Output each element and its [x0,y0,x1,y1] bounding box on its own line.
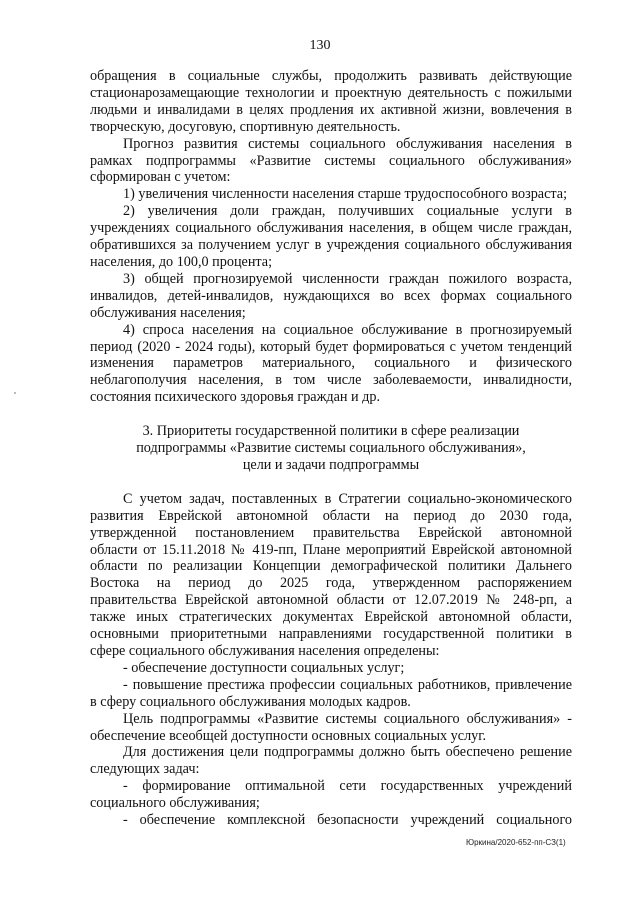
section-spacer [90,406,572,423]
text-line: сформирован с учетом: [90,169,231,186]
text-line: населения, до 100,0 процента; [90,253,273,270]
text-line: социального обслуживания; [90,795,260,812]
section-heading-line: подпрограммы «Развитие системы социального обслуживания», [136,440,526,457]
text-line: в сферу социального обслуживания молодых кадров. [90,693,411,710]
text-line: также иных стратегических документах Еврейской автономной области, [90,609,572,626]
page-number: 130 [309,38,331,53]
text-line: - формирование оптимальной сети государственных учреждений [123,778,572,795]
text-line: учреждениях социального обслуживания населения, в общем числе граждан, [90,220,572,237]
text-line: людьми и инвалидами в целях продления их активной жизни, вовлечения в [90,101,572,118]
text-line: Прогноз развития системы социального обслуживания населения в [123,135,572,152]
text-line: обслуживания населения; [90,304,246,321]
text-line: развития Еврейской автономной области на период до 2030 года, [90,507,572,524]
section-heading-line: цели и задачи подпрограммы [242,456,420,473]
document-body [90,68,572,829]
text-line: - обеспечение доступности социальных услуг; [123,659,405,676]
text-line: 4) спроса населения на социальное обслуживание в прогнозируемый [123,321,572,338]
text-line: области по реализации Концепции демографической политики Дальнего [90,558,572,575]
text-line: Для достижения цели подпрограммы должно быть обеспечено решение [123,744,572,761]
text-line: неблагополучия населения, в том числе заболеваемости, инвалидности, [90,372,572,389]
section-heading-line: 3. Приоритеты государственной политики в сфере реализации [142,423,520,440]
text-line: Цель подпрограммы «Развитие системы социального обслуживания» - [123,710,572,727]
text-line: Востока на период до 2025 года, утвержденном распоряжением [90,575,572,592]
text-line: основными приоритетными направлениями государственной политики в [90,626,572,643]
text-line: стационарозамещающие технологии и проектную деятельность с пожилыми [90,84,572,101]
text-line: 3) общей прогнозируемой численности граждан пожилого возраста, [123,270,572,287]
text-line: инвалидов, детей-инвалидов, нуждающихся во всех формах социального [90,287,572,304]
text-line: период (2020 - 2024 годы), который будет формироваться с учетом тенденций [90,338,572,355]
text-line: области от 15.11.2018 № 419-пп, Плане мероприятий Еврейской автономной [90,541,572,558]
text-line: обеспечение всеобщей доступности основных социальных услуг. [90,727,487,744]
text-line: 2) увеличения доли граждан, получивших социальные услуги в [123,203,572,220]
text-line: обращения в социальные службы, продолжить развивать действующие [90,68,572,84]
section-spacer [90,474,572,491]
text-line: сфере социального обслуживания населения определены: [90,643,440,659]
text-line: 1) увеличения численности населения старше трудоспособного возраста; [123,186,568,203]
text-line: обратившихся за получением услуг в учреждения социального обслуживания [90,237,572,254]
text-line: утвержденной постановлением правительства Еврейской автономной [90,524,572,541]
text-line: изменения параметров материального, социального и физического [90,355,572,372]
text-line: творческую, досуговую, спортивную деятельность. [90,118,401,135]
document-code-footer: Юркина/2020-652-пп-СЗ(1) [466,838,566,847]
text-line: состояния психического здоровья граждан и др. [90,389,381,406]
text-line: С учетом задач, поставленных в Стратегии социально-экономического [123,490,572,507]
text-line: правительства Еврейской автономной области от 12.07.2019 № 248-рп, а [90,592,572,609]
scan-speck [14,392,16,394]
text-line: рамках подпрограммы «Развитие системы социального обслуживания» [90,152,572,169]
text-line: - обеспечение комплексной безопасности учреждений социального [123,812,572,829]
text-line: - повышение престижа профессии социальных работников, привлечение [123,676,572,693]
text-line: следующих задач: [90,761,200,778]
